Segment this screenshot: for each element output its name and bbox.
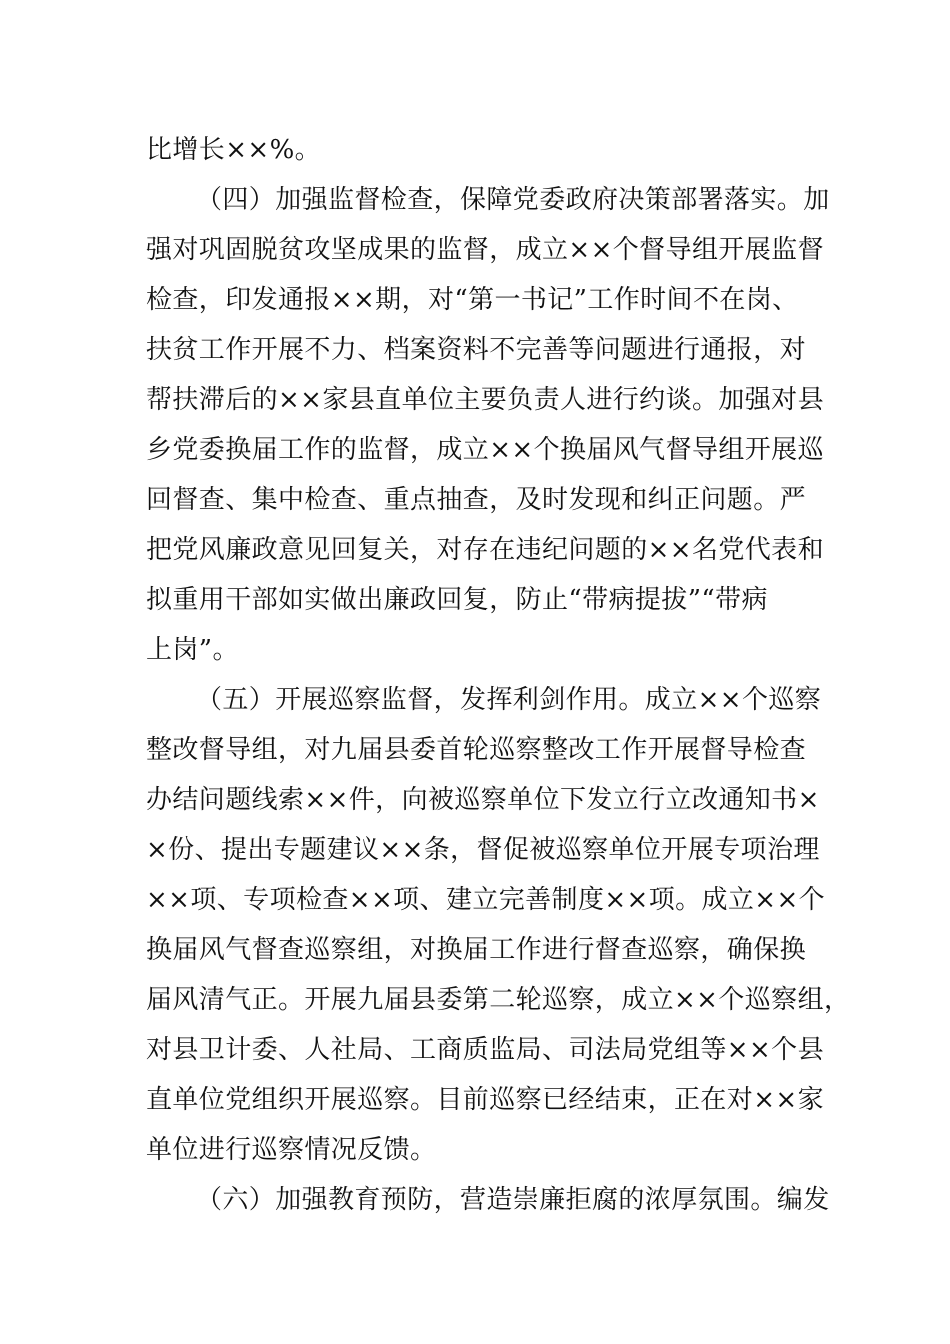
text-line-3: 强对巩固脱贫攻坚成果的监督，成立××个督导组开展监督 [146, 235, 824, 265]
text-line-6: 帮扶滞后的××家县直单位主要负责人进行约谈。加强对县 [146, 385, 824, 415]
text-line-14: 办结问题线索××件，向被巡察单位下发立行立改通知书× [146, 785, 820, 815]
text-line-11: 上岗”。 [146, 635, 239, 665]
text-line-22: （六）加强教育预防，营造崇廉拒腐的浓厚氛围。编发 [196, 1185, 830, 1215]
text-line-8: 回督查、集中检查、重点抽查，及时发现和纠正问题。严 [146, 485, 807, 515]
text-line-20: 直单位党组织开展巡察。目前巡察已经结束，正在对××家 [146, 1085, 824, 1115]
text-line-16: ××项、专项检查××项、建立完善制度××项。成立××个 [146, 885, 826, 915]
text-line-9: 把党风廉政意见回复关，对存在违纪问题的××名党代表和 [146, 535, 824, 565]
text-line-7: 乡党委换届工作的监督，成立××个换届风气督导组开展巡 [146, 435, 824, 465]
text-line-21: 单位进行巡察情况反馈。 [146, 1135, 437, 1165]
text-line-12: （五）开展巡察监督，发挥利剑作用。成立××个巡察 [196, 685, 822, 715]
text-line-19: 对县卫计委、人社局、工商质监局、司法局党组等××个县 [146, 1035, 824, 1065]
text-line-1: 比增长××%。 [146, 135, 322, 165]
text-line-4: 检查，印发通报××期，对“第一书记”工作时间不在岗、 [146, 285, 799, 315]
text-line-15: ×份、提出专题建议××条，督促被巡察单位开展专项治理 [146, 835, 820, 865]
text-line-2: （四）加强监督检查，保障党委政府决策部署落实。加 [196, 185, 830, 215]
text-line-17: 换届风气督查巡察组，对换届工作进行督查巡察，确保换 [146, 935, 807, 965]
text-line-13: 整改督导组，对九届县委首轮巡察整改工作开展督导检查 [146, 735, 807, 765]
text-line-5: 扶贫工作开展不力、档案资料不完善等问题进行通报，对 [146, 335, 807, 365]
text-line-10: 拟重用干部如实做出廉政回复，防止“带病提拔”“带病 [146, 585, 768, 615]
text-line-18: 届风清气正。开展九届县委第二轮巡察，成立××个巡察组， [146, 985, 851, 1015]
